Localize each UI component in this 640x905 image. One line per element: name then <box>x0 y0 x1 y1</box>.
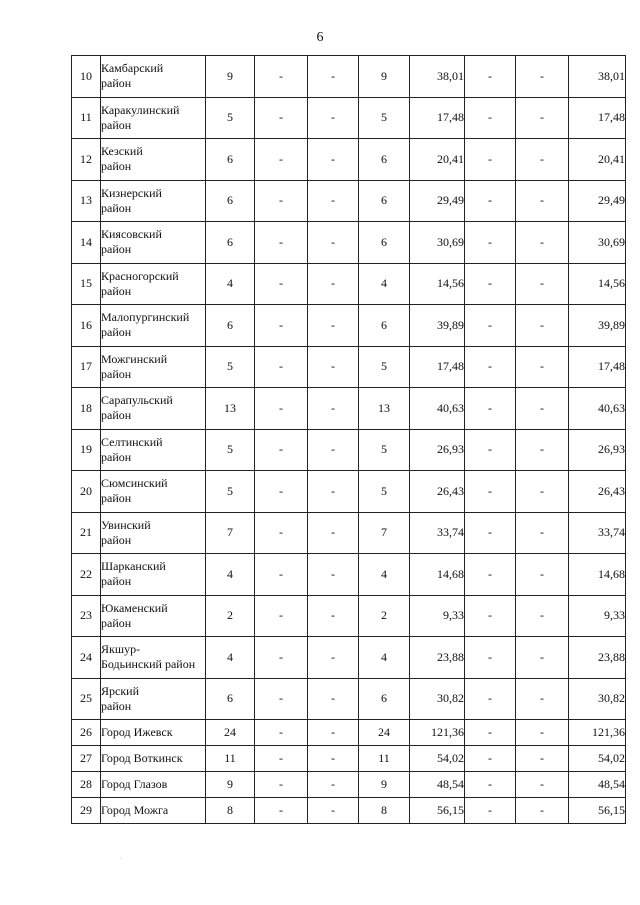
cell-col-b: - <box>255 388 308 430</box>
cell-col-f: - <box>465 678 516 720</box>
table-row <box>72 180 626 222</box>
cell-col-d: 9 <box>359 772 410 798</box>
district-name-line: Якшур- <box>101 642 141 657</box>
cell-col-f: - <box>465 56 516 98</box>
cell-col-d: 6 <box>359 305 410 347</box>
cell-col-e: 40,63 <box>410 388 465 430</box>
row-number: 27 <box>72 746 101 772</box>
district-name-line: Ярский <box>101 683 140 698</box>
district-name-line: район <box>101 366 132 381</box>
cell-col-g: - <box>516 305 569 347</box>
cell-col-b: - <box>255 637 308 679</box>
cell-col-c: - <box>308 180 359 222</box>
cell-col-g: - <box>516 471 569 513</box>
district-name <box>101 429 206 471</box>
data-table <box>71 55 626 824</box>
district-name <box>101 471 206 513</box>
cell-col-a: 4 <box>206 637 255 679</box>
cell-col-d: 13 <box>359 388 410 430</box>
cell-col-h: 26,43 <box>569 471 626 513</box>
cell-col-f: - <box>465 429 516 471</box>
district-name-line: район <box>101 615 132 630</box>
cell-col-a: 4 <box>206 554 255 596</box>
district-name-line: район <box>101 325 132 340</box>
page-number: 6 <box>316 30 324 45</box>
district-name <box>101 637 206 679</box>
cell-col-g: - <box>516 429 569 471</box>
cell-col-d: 8 <box>359 798 410 824</box>
cell-col-f: - <box>465 97 516 139</box>
cell-col-g: - <box>516 798 569 824</box>
cell-col-h: 30,69 <box>569 222 626 264</box>
cell-col-h: 56,15 <box>569 798 626 824</box>
district-name-line: Сюмсинский <box>101 476 168 491</box>
cell-col-g: - <box>516 139 569 181</box>
cell-col-d: 9 <box>359 56 410 98</box>
cell-col-h: 9,33 <box>569 595 626 637</box>
cell-col-d: 7 <box>359 512 410 554</box>
cell-col-f: - <box>465 720 516 746</box>
table-row <box>72 678 626 720</box>
cell-col-g: - <box>516 746 569 772</box>
district-name-line: Город Ижевск <box>101 725 173 739</box>
district-name-line: Шарканский <box>101 559 166 574</box>
cell-col-g: - <box>516 180 569 222</box>
cell-col-g: - <box>516 512 569 554</box>
table-row <box>72 772 626 798</box>
cell-col-a: 6 <box>206 139 255 181</box>
district-name-line: район <box>101 242 132 257</box>
district-name <box>101 139 206 181</box>
cell-col-a: 13 <box>206 388 255 430</box>
cell-col-f: - <box>465 798 516 824</box>
row-number: 13 <box>72 180 101 222</box>
cell-col-b: - <box>255 139 308 181</box>
row-number: 28 <box>72 772 101 798</box>
cell-col-e: 39,89 <box>410 305 465 347</box>
cell-col-e: 26,93 <box>410 429 465 471</box>
row-number: 12 <box>72 139 101 181</box>
table-row <box>72 798 626 824</box>
cell-col-d: 5 <box>359 346 410 388</box>
district-name <box>101 97 206 139</box>
cell-col-g: - <box>516 554 569 596</box>
cell-col-h: 33,74 <box>569 512 626 554</box>
cell-col-f: - <box>465 512 516 554</box>
row-number: 11 <box>72 97 101 139</box>
cell-col-h: 40,63 <box>569 388 626 430</box>
district-name <box>101 56 206 98</box>
row-number: 10 <box>72 56 101 98</box>
cell-col-a: 5 <box>206 97 255 139</box>
row-number: 15 <box>72 263 101 305</box>
table-row <box>72 471 626 513</box>
cell-col-h: 30,82 <box>569 678 626 720</box>
cell-col-h: 23,88 <box>569 637 626 679</box>
district-name-line: Красногорский <box>101 268 179 283</box>
cell-col-c: - <box>308 772 359 798</box>
district-name-line: район <box>101 491 132 506</box>
district-name <box>101 305 206 347</box>
district-name <box>101 263 206 305</box>
district-name <box>101 595 206 637</box>
cell-col-g: - <box>516 263 569 305</box>
cell-col-b: - <box>255 305 308 347</box>
cell-col-c: - <box>308 471 359 513</box>
cell-col-f: - <box>465 346 516 388</box>
cell-col-d: 6 <box>359 180 410 222</box>
cell-col-d: 5 <box>359 429 410 471</box>
cell-col-h: 17,48 <box>569 97 626 139</box>
district-name <box>101 346 206 388</box>
cell-col-e: 30,69 <box>410 222 465 264</box>
district-name-line: район <box>101 532 132 547</box>
table-row <box>72 720 626 746</box>
cell-col-c: - <box>308 746 359 772</box>
district-name <box>101 180 206 222</box>
cell-col-g: - <box>516 388 569 430</box>
cell-col-b: - <box>255 720 308 746</box>
district-name-line: Сарапульский <box>101 393 173 408</box>
cell-col-h: 14,56 <box>569 263 626 305</box>
cell-col-c: - <box>308 678 359 720</box>
table-row <box>72 554 626 596</box>
table-row <box>72 637 626 679</box>
cell-col-e: 17,48 <box>410 346 465 388</box>
district-name <box>101 388 206 430</box>
district-name-line: Малопургинский <box>101 310 190 325</box>
cell-col-b: - <box>255 678 308 720</box>
cell-col-a: 8 <box>206 798 255 824</box>
cell-col-a: 6 <box>206 180 255 222</box>
cell-col-g: - <box>516 595 569 637</box>
cell-col-e: 9,33 <box>410 595 465 637</box>
table-row <box>72 346 626 388</box>
table-row <box>72 429 626 471</box>
cell-col-d: 4 <box>359 263 410 305</box>
cell-col-e: 56,15 <box>410 798 465 824</box>
cell-col-c: - <box>308 56 359 98</box>
district-name-line: Увинский <box>101 517 151 532</box>
cell-col-b: - <box>255 746 308 772</box>
table-row <box>72 139 626 181</box>
cell-col-f: - <box>465 263 516 305</box>
cell-col-c: - <box>308 637 359 679</box>
cell-col-g: - <box>516 637 569 679</box>
cell-col-b: - <box>255 429 308 471</box>
cell-col-g: - <box>516 222 569 264</box>
cell-col-b: - <box>255 56 308 98</box>
cell-col-h: 26,93 <box>569 429 626 471</box>
cell-col-f: - <box>465 222 516 264</box>
district-name-line: район <box>101 408 132 423</box>
cell-col-d: 4 <box>359 637 410 679</box>
row-number: 16 <box>72 305 101 347</box>
table-row <box>72 388 626 430</box>
cell-col-c: - <box>308 346 359 388</box>
cell-col-e: 33,74 <box>410 512 465 554</box>
cell-col-h: 121,36 <box>569 720 626 746</box>
cell-col-d: 24 <box>359 720 410 746</box>
cell-col-h: 39,89 <box>569 305 626 347</box>
row-number: 20 <box>72 471 101 513</box>
cell-col-d: 6 <box>359 139 410 181</box>
cell-col-f: - <box>465 595 516 637</box>
district-name <box>101 678 206 720</box>
row-number: 26 <box>72 720 101 746</box>
district-name-line: Кизнерский <box>101 185 162 200</box>
cell-col-h: 20,41 <box>569 139 626 181</box>
cell-col-a: 6 <box>206 222 255 264</box>
district-name-line: район <box>101 200 132 215</box>
district-name-line: Кезский <box>101 144 143 159</box>
cell-col-f: - <box>465 305 516 347</box>
cell-col-g: - <box>516 678 569 720</box>
cell-col-g: - <box>516 346 569 388</box>
cell-col-b: - <box>255 512 308 554</box>
table-row <box>72 512 626 554</box>
row-number: 19 <box>72 429 101 471</box>
cell-col-c: - <box>308 512 359 554</box>
district-name-line: Камбарский <box>101 61 164 76</box>
table-row <box>72 56 626 98</box>
district-name-line: Бодьинский район <box>101 657 196 672</box>
cell-col-d: 6 <box>359 222 410 264</box>
cell-col-d: 5 <box>359 97 410 139</box>
district-name-line: Селтинский <box>101 434 163 449</box>
table-row <box>72 305 626 347</box>
cell-col-e: 14,68 <box>410 554 465 596</box>
district-name <box>101 746 206 772</box>
cell-col-c: - <box>308 139 359 181</box>
cell-col-f: - <box>465 772 516 798</box>
district-name-line: район <box>101 117 132 132</box>
cell-col-h: 14,68 <box>569 554 626 596</box>
district-name-line: Город Глазов <box>101 777 168 791</box>
district-name <box>101 798 206 824</box>
cell-col-h: 38,01 <box>569 56 626 98</box>
cell-col-b: - <box>255 798 308 824</box>
cell-col-a: 4 <box>206 263 255 305</box>
cell-col-d: 4 <box>359 554 410 596</box>
row-number: 17 <box>72 346 101 388</box>
cell-col-a: 9 <box>206 772 255 798</box>
cell-col-e: 54,02 <box>410 746 465 772</box>
row-number: 14 <box>72 222 101 264</box>
district-name-line: Город Воткинск <box>101 751 183 765</box>
cell-col-e: 38,01 <box>410 56 465 98</box>
cell-col-b: - <box>255 263 308 305</box>
row-number: 23 <box>72 595 101 637</box>
cell-col-a: 7 <box>206 512 255 554</box>
cell-col-c: - <box>308 798 359 824</box>
cell-col-b: - <box>255 346 308 388</box>
cell-col-c: - <box>308 429 359 471</box>
row-number: 24 <box>72 637 101 679</box>
cell-col-b: - <box>255 222 308 264</box>
row-number: 22 <box>72 554 101 596</box>
cell-col-a: 5 <box>206 471 255 513</box>
cell-col-e: 29,49 <box>410 180 465 222</box>
cell-col-h: 48,54 <box>569 772 626 798</box>
cell-col-b: - <box>255 772 308 798</box>
district-name-line: Можгинский <box>101 351 168 366</box>
table-row <box>72 97 626 139</box>
cell-col-f: - <box>465 554 516 596</box>
cell-col-c: - <box>308 97 359 139</box>
cell-col-d: 2 <box>359 595 410 637</box>
district-name <box>101 720 206 746</box>
cell-col-e: 30,82 <box>410 678 465 720</box>
district-name-line: Каракулинский <box>101 102 180 117</box>
district-name <box>101 554 206 596</box>
district-name-line: район <box>101 698 132 713</box>
table-row <box>72 263 626 305</box>
cell-col-b: - <box>255 97 308 139</box>
cell-col-a: 5 <box>206 429 255 471</box>
cell-col-e: 23,88 <box>410 637 465 679</box>
cell-col-e: 26,43 <box>410 471 465 513</box>
row-number: 21 <box>72 512 101 554</box>
cell-col-g: - <box>516 56 569 98</box>
district-name-line: район <box>101 76 132 91</box>
cell-col-a: 6 <box>206 305 255 347</box>
cell-col-c: - <box>308 263 359 305</box>
district-name <box>101 222 206 264</box>
cell-col-b: - <box>255 554 308 596</box>
cell-col-e: 121,36 <box>410 720 465 746</box>
district-name-line: Город Можга <box>101 803 169 817</box>
cell-col-a: 2 <box>206 595 255 637</box>
cell-col-f: - <box>465 746 516 772</box>
cell-col-c: - <box>308 720 359 746</box>
cell-col-c: - <box>308 222 359 264</box>
district-name-line: район <box>101 574 132 589</box>
cell-col-a: 5 <box>206 346 255 388</box>
district-name-line: район <box>101 449 132 464</box>
cell-col-h: 29,49 <box>569 180 626 222</box>
cell-col-d: 11 <box>359 746 410 772</box>
cell-col-g: - <box>516 772 569 798</box>
district-name-line: Киясовский <box>101 227 162 242</box>
cell-col-c: - <box>308 554 359 596</box>
cell-col-c: - <box>308 595 359 637</box>
cell-col-e: 14,56 <box>410 263 465 305</box>
cell-col-a: 24 <box>206 720 255 746</box>
cell-col-h: 54,02 <box>569 746 626 772</box>
cell-col-e: 17,48 <box>410 97 465 139</box>
table-row <box>72 222 626 264</box>
cell-col-g: - <box>516 97 569 139</box>
cell-col-b: - <box>255 471 308 513</box>
cell-col-c: - <box>308 388 359 430</box>
cell-col-b: - <box>255 595 308 637</box>
district-name-line: Юкаменский <box>101 600 168 615</box>
cell-col-a: 9 <box>206 56 255 98</box>
row-number: 25 <box>72 678 101 720</box>
cell-col-e: 20,41 <box>410 139 465 181</box>
district-name-line: район <box>101 159 132 174</box>
district-name-line: район <box>101 283 132 298</box>
cell-col-f: - <box>465 471 516 513</box>
cell-col-e: 48,54 <box>410 772 465 798</box>
cell-col-a: 11 <box>206 746 255 772</box>
cell-col-c: - <box>308 305 359 347</box>
table-row <box>72 595 626 637</box>
cell-col-d: 6 <box>359 678 410 720</box>
footer-mark: . <box>120 855 122 861</box>
cell-col-a: 6 <box>206 678 255 720</box>
cell-col-g: - <box>516 720 569 746</box>
cell-col-f: - <box>465 139 516 181</box>
cell-col-f: - <box>465 180 516 222</box>
row-number: 18 <box>72 388 101 430</box>
district-name <box>101 772 206 798</box>
table-body <box>72 56 626 824</box>
table-row <box>72 746 626 772</box>
cell-col-h: 17,48 <box>569 346 626 388</box>
cell-col-b: - <box>255 180 308 222</box>
cell-col-f: - <box>465 388 516 430</box>
cell-col-d: 5 <box>359 471 410 513</box>
district-name <box>101 512 206 554</box>
row-number: 29 <box>72 798 101 824</box>
cell-col-f: - <box>465 637 516 679</box>
